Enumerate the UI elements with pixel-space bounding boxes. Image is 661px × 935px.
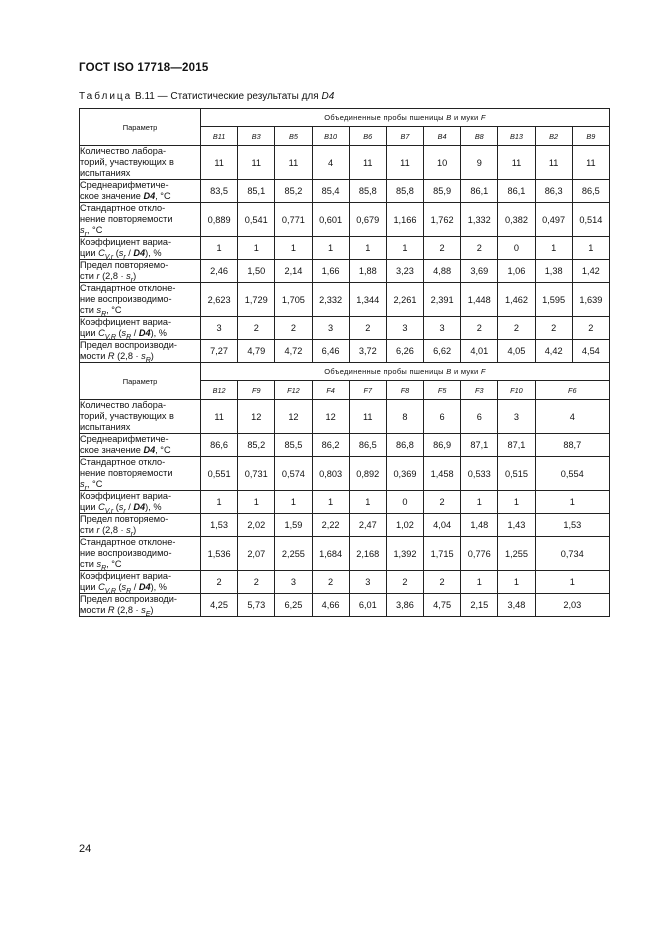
value-cell: 1,595	[535, 283, 572, 317]
value-cell: 11	[572, 146, 609, 180]
value-cell: 1	[386, 237, 423, 260]
value-cell: 1	[201, 237, 238, 260]
value-cell: 0,803	[312, 457, 349, 491]
sample-header: F9	[238, 381, 275, 400]
value-cell: 86,6	[201, 434, 238, 457]
sample-header: B10	[312, 127, 349, 146]
value-cell: 1,684	[312, 537, 349, 571]
document-header: ГОСТ ISO 17718—2015	[79, 62, 209, 74]
value-cell: 1	[461, 491, 498, 514]
value-cell: 4,66	[312, 594, 349, 617]
value-cell: 11	[349, 400, 386, 434]
value-cell: 5,73	[238, 594, 275, 617]
value-cell: 4,88	[424, 260, 461, 283]
value-cell: 0,889	[201, 203, 238, 237]
value-cell: 12	[312, 400, 349, 434]
value-cell: 1,53	[535, 514, 609, 537]
value-cell: 2,22	[312, 514, 349, 537]
value-cell: 6,62	[424, 340, 461, 363]
value-cell: 11	[498, 146, 535, 180]
table-row	[80, 400, 610, 434]
value-cell: 0,514	[572, 203, 609, 237]
value-cell: 2	[201, 571, 238, 594]
parameter-label	[80, 203, 201, 237]
value-cell: 2,47	[349, 514, 386, 537]
value-cell: 1,42	[572, 260, 609, 283]
value-cell: 11	[275, 146, 312, 180]
value-cell: 4,79	[238, 340, 275, 363]
parameter-label-text: Предел повторяемо- сти r $(2,8 \cdot s_r)$	[80, 514, 169, 538]
value-cell: 88,7	[535, 434, 609, 457]
sample-header: B6	[349, 127, 386, 146]
value-cell: 3,48	[498, 594, 535, 617]
value-cell: 85,2	[275, 180, 312, 203]
value-cell: 85,2	[238, 434, 275, 457]
sample-header: B8	[461, 127, 498, 146]
value-cell: 2	[424, 491, 461, 514]
value-cell: 6,46	[312, 340, 349, 363]
parameter-label	[80, 340, 201, 363]
value-cell: 1,536	[201, 537, 238, 571]
sample-header: F3	[461, 381, 498, 400]
value-cell: 1	[535, 491, 609, 514]
parameter-label-text: Коэффициент вариа- ции $C_{V,R}$ $(s_R / D4)$, %	[80, 317, 172, 341]
value-cell: 2	[461, 237, 498, 260]
value-cell: 0,734	[535, 537, 609, 571]
value-cell: 86,1	[461, 180, 498, 203]
value-cell: 1,255	[498, 537, 535, 571]
value-cell: 3,72	[349, 340, 386, 363]
table-row	[80, 237, 610, 260]
value-cell: 87,1	[461, 434, 498, 457]
value-cell: 1	[201, 491, 238, 514]
value-cell: 1,344	[349, 283, 386, 317]
value-cell: 0,601	[312, 203, 349, 237]
value-cell: 4,05	[498, 340, 535, 363]
parameter-label	[80, 260, 201, 283]
parameter-label	[80, 146, 201, 180]
value-cell: 1,02	[386, 514, 423, 537]
value-cell: 86,1	[498, 180, 535, 203]
value-cell: 1,43	[498, 514, 535, 537]
value-cell: 2,332	[312, 283, 349, 317]
parameter-label	[80, 491, 201, 514]
value-cell: 0,776	[461, 537, 498, 571]
parameter-label	[80, 537, 201, 571]
value-cell: 1	[312, 237, 349, 260]
value-cell: 1	[498, 491, 535, 514]
value-cell: 11	[349, 146, 386, 180]
value-cell: 1,06	[498, 260, 535, 283]
value-cell: 0,731	[238, 457, 275, 491]
value-cell: 0,382	[498, 203, 535, 237]
value-cell: 1	[238, 491, 275, 514]
value-cell: 1	[461, 571, 498, 594]
value-cell: 2	[535, 317, 572, 340]
value-cell: 2	[498, 317, 535, 340]
group-header-part: Объединенные пробы пшеницы	[324, 367, 447, 376]
value-cell: 6,01	[349, 594, 386, 617]
value-cell: 2,261	[386, 283, 423, 317]
sample-header: B4	[424, 127, 461, 146]
value-cell: 83,5	[201, 180, 238, 203]
value-cell: 1,38	[535, 260, 572, 283]
value-cell: 0,892	[349, 457, 386, 491]
parameter-label	[80, 571, 201, 594]
value-cell: 1,48	[461, 514, 498, 537]
value-cell: 4,42	[535, 340, 572, 363]
parameter-label	[80, 594, 201, 617]
parameter-label-text: Предел повторяемо- сти r $(2,8 \cdot s_r)$	[80, 260, 169, 284]
value-cell: 3	[312, 317, 349, 340]
group-header-part: и муки	[451, 113, 481, 122]
parameter-label	[80, 514, 201, 537]
value-cell: 4	[312, 146, 349, 180]
table2-header-row	[80, 363, 610, 381]
value-cell: 87,1	[498, 434, 535, 457]
parameter-label	[80, 283, 201, 317]
value-cell: 10	[424, 146, 461, 180]
parameter-label	[80, 237, 201, 260]
value-cell: 6,26	[386, 340, 423, 363]
value-cell: 1	[535, 571, 609, 594]
value-cell: 2,15	[461, 594, 498, 617]
sample-header: B12	[201, 381, 238, 400]
value-cell: 2,14	[275, 260, 312, 283]
value-cell: 0,533	[461, 457, 498, 491]
parameter-label-text: Стандартное отклоне- ние воспроизводимо- сти $s_R$, °C	[80, 537, 176, 572]
sample-header: F6	[535, 381, 609, 400]
page-number: 24	[79, 843, 92, 855]
group-header-part: F	[480, 113, 486, 122]
caption-prefix: Таблица	[79, 91, 133, 102]
value-cell: 1,53	[201, 514, 238, 537]
value-cell: 2,03	[535, 594, 609, 617]
parameter-label-text: Коэффициент вариа- ции $C_{V,r}$ $(s_r / D4)$, %	[80, 237, 172, 261]
value-cell: 4,01	[461, 340, 498, 363]
value-cell: 4,72	[275, 340, 312, 363]
sample-header: F7	[349, 381, 386, 400]
parameter-label-text: Предел воспроизводи- мости R $(2,8 \cdot s_E)$	[80, 594, 177, 618]
value-cell: 1,715	[424, 537, 461, 571]
value-cell: 0	[386, 491, 423, 514]
value-cell: 1	[535, 237, 572, 260]
value-cell: 1	[349, 491, 386, 514]
sample-header: F12	[275, 381, 312, 400]
sample-header: B3	[238, 127, 275, 146]
parameter-label	[80, 317, 201, 340]
value-cell: 85,9	[424, 180, 461, 203]
parameter-label-text: Стандартное откло- нение повторяемости $s_r$, °C	[80, 203, 173, 238]
value-cell: 3	[498, 400, 535, 434]
parameter-label-text: Количество лабора- торий, участвующих в испытаниях	[80, 400, 174, 432]
sample-header: F4	[312, 381, 349, 400]
value-cell: 9	[461, 146, 498, 180]
table-row	[80, 180, 610, 203]
value-cell: 11	[201, 146, 238, 180]
parameter-label-text: Коэффициент вариа- ции $C_{V,R}$ $(s_R / D4)$, %	[80, 571, 172, 595]
table-row	[80, 317, 610, 340]
value-cell: 3	[201, 317, 238, 340]
parameter-label-text: Стандартное откло- нение повторяемости $s_r$, °C	[80, 457, 173, 492]
value-cell: 11	[535, 146, 572, 180]
value-cell: 4,75	[424, 594, 461, 617]
value-cell: 8	[386, 400, 423, 434]
table-row	[80, 260, 610, 283]
value-cell: 1,705	[275, 283, 312, 317]
value-cell: 1,59	[275, 514, 312, 537]
parameter-header: Параметр	[80, 363, 201, 400]
value-cell: 0,554	[535, 457, 609, 491]
value-cell: 85,4	[312, 180, 349, 203]
value-cell: 3	[349, 571, 386, 594]
value-cell: 12	[275, 400, 312, 434]
value-cell: 2,255	[275, 537, 312, 571]
group-header-part: B	[446, 113, 452, 122]
sample-header: F5	[424, 381, 461, 400]
value-cell: 2	[424, 571, 461, 594]
parameter-label	[80, 180, 201, 203]
table-row	[80, 491, 610, 514]
sample-header: B7	[386, 127, 423, 146]
value-cell: 3	[386, 317, 423, 340]
value-cell: 86,8	[386, 434, 423, 457]
value-cell: 2	[349, 317, 386, 340]
parameter-label-text: Среднеарифметиче- ское значение D4, °C	[80, 434, 171, 455]
value-cell: 2,623	[201, 283, 238, 317]
value-cell: 85,5	[275, 434, 312, 457]
caption-number: B.11 — Статистические результаты для	[132, 91, 322, 102]
value-cell: 2	[424, 237, 461, 260]
value-cell: 86,2	[312, 434, 349, 457]
value-cell: 11	[238, 146, 275, 180]
value-cell: 1	[275, 237, 312, 260]
group-header	[201, 363, 610, 381]
group-header-part: Объединенные пробы пшеницы	[324, 113, 447, 122]
parameter-label-text: Стандартное отклоне- ние воспроизводимо- сти $s_R$, °C	[80, 283, 176, 318]
value-cell: 0,679	[349, 203, 386, 237]
parameter-label-text: Предел воспроизводи- мости R $(2,8 \cdot s_R)$	[80, 340, 177, 364]
caption-italic: D4	[321, 91, 335, 102]
value-cell: 3,69	[461, 260, 498, 283]
parameter-label	[80, 400, 201, 434]
table-row	[80, 340, 610, 363]
value-cell: 2	[238, 571, 275, 594]
sample-header: B5	[275, 127, 312, 146]
value-cell: 2,168	[349, 537, 386, 571]
value-cell: 1,458	[424, 457, 461, 491]
value-cell: 2,391	[424, 283, 461, 317]
value-cell: 1,639	[572, 283, 609, 317]
parameter-label	[80, 434, 201, 457]
value-cell: 1	[238, 237, 275, 260]
sample-header: B2	[535, 127, 572, 146]
value-cell: 1,729	[238, 283, 275, 317]
parameter-header: Параметр	[80, 109, 201, 146]
value-cell: 2	[572, 317, 609, 340]
value-cell: 1	[312, 491, 349, 514]
group-header-part: B	[446, 367, 452, 376]
value-cell: 0	[498, 237, 535, 260]
sample-header: F10	[498, 381, 535, 400]
value-cell: 1	[349, 237, 386, 260]
parameter-label-text: Количество лабора- торий, участвующих в испытаниях	[80, 146, 174, 178]
table-row	[80, 283, 610, 317]
value-cell: 0,771	[275, 203, 312, 237]
value-cell: 2	[312, 571, 349, 594]
value-cell: 1,448	[461, 283, 498, 317]
value-cell: 1,762	[424, 203, 461, 237]
value-cell: 0,574	[275, 457, 312, 491]
group-header-part: F	[480, 367, 486, 376]
value-cell: 1,392	[386, 537, 423, 571]
sample-header: B9	[572, 127, 609, 146]
value-cell: 2	[238, 317, 275, 340]
value-cell: 6,25	[275, 594, 312, 617]
table-row	[80, 571, 610, 594]
value-cell: 1	[275, 491, 312, 514]
value-cell: 1	[498, 571, 535, 594]
value-cell: 2	[386, 571, 423, 594]
value-cell: 1,462	[498, 283, 535, 317]
table-row	[80, 457, 610, 491]
value-cell: 86,9	[424, 434, 461, 457]
value-cell: 0,515	[498, 457, 535, 491]
value-cell: 0,369	[386, 457, 423, 491]
value-cell: 2,07	[238, 537, 275, 571]
value-cell: 4,04	[424, 514, 461, 537]
value-cell: 4,54	[572, 340, 609, 363]
parameter-label-text: Среднеарифметиче- ское значение D4, °C	[80, 180, 171, 201]
parameter-label-text: Коэффициент вариа- ции $C_{V,r}$ $(s_r / D4)$, %	[80, 491, 172, 515]
value-cell: 4	[535, 400, 609, 434]
value-cell: 86,3	[535, 180, 572, 203]
value-cell: 85,8	[386, 180, 423, 203]
value-cell: 86,5	[349, 434, 386, 457]
value-cell: 1	[572, 237, 609, 260]
group-header	[201, 109, 610, 127]
table-row	[80, 537, 610, 571]
table-row	[80, 434, 610, 457]
table-row	[80, 514, 610, 537]
sample-header: B13	[498, 127, 535, 146]
value-cell: 3,23	[386, 260, 423, 283]
value-cell: 7,27	[201, 340, 238, 363]
value-cell: 0,541	[238, 203, 275, 237]
value-cell: 0,551	[201, 457, 238, 491]
table-row	[80, 146, 610, 180]
sample-header: F8	[386, 381, 423, 400]
value-cell: 1,88	[349, 260, 386, 283]
value-cell: 3	[275, 571, 312, 594]
value-cell: 1,50	[238, 260, 275, 283]
value-cell: 1,166	[386, 203, 423, 237]
value-cell: 4,25	[201, 594, 238, 617]
statistics-table	[79, 108, 610, 617]
table1-header-row	[80, 109, 610, 127]
value-cell: 1,332	[461, 203, 498, 237]
value-cell: 3,86	[386, 594, 423, 617]
sample-header: B11	[201, 127, 238, 146]
value-cell: 85,8	[349, 180, 386, 203]
table-row	[80, 203, 610, 237]
value-cell: 6	[461, 400, 498, 434]
parameter-label	[80, 457, 201, 491]
value-cell: 1,66	[312, 260, 349, 283]
value-cell: 11	[201, 400, 238, 434]
value-cell: 11	[386, 146, 423, 180]
group-header-part: и муки	[451, 367, 481, 376]
table-caption	[79, 91, 334, 102]
value-cell: 12	[238, 400, 275, 434]
value-cell: 2,46	[201, 260, 238, 283]
value-cell: 85,1	[238, 180, 275, 203]
value-cell: 2	[275, 317, 312, 340]
value-cell: 86,5	[572, 180, 609, 203]
value-cell: 0,497	[535, 203, 572, 237]
value-cell: 3	[424, 317, 461, 340]
table-row	[80, 594, 610, 617]
value-cell: 6	[424, 400, 461, 434]
value-cell: 2,02	[238, 514, 275, 537]
value-cell: 2	[461, 317, 498, 340]
